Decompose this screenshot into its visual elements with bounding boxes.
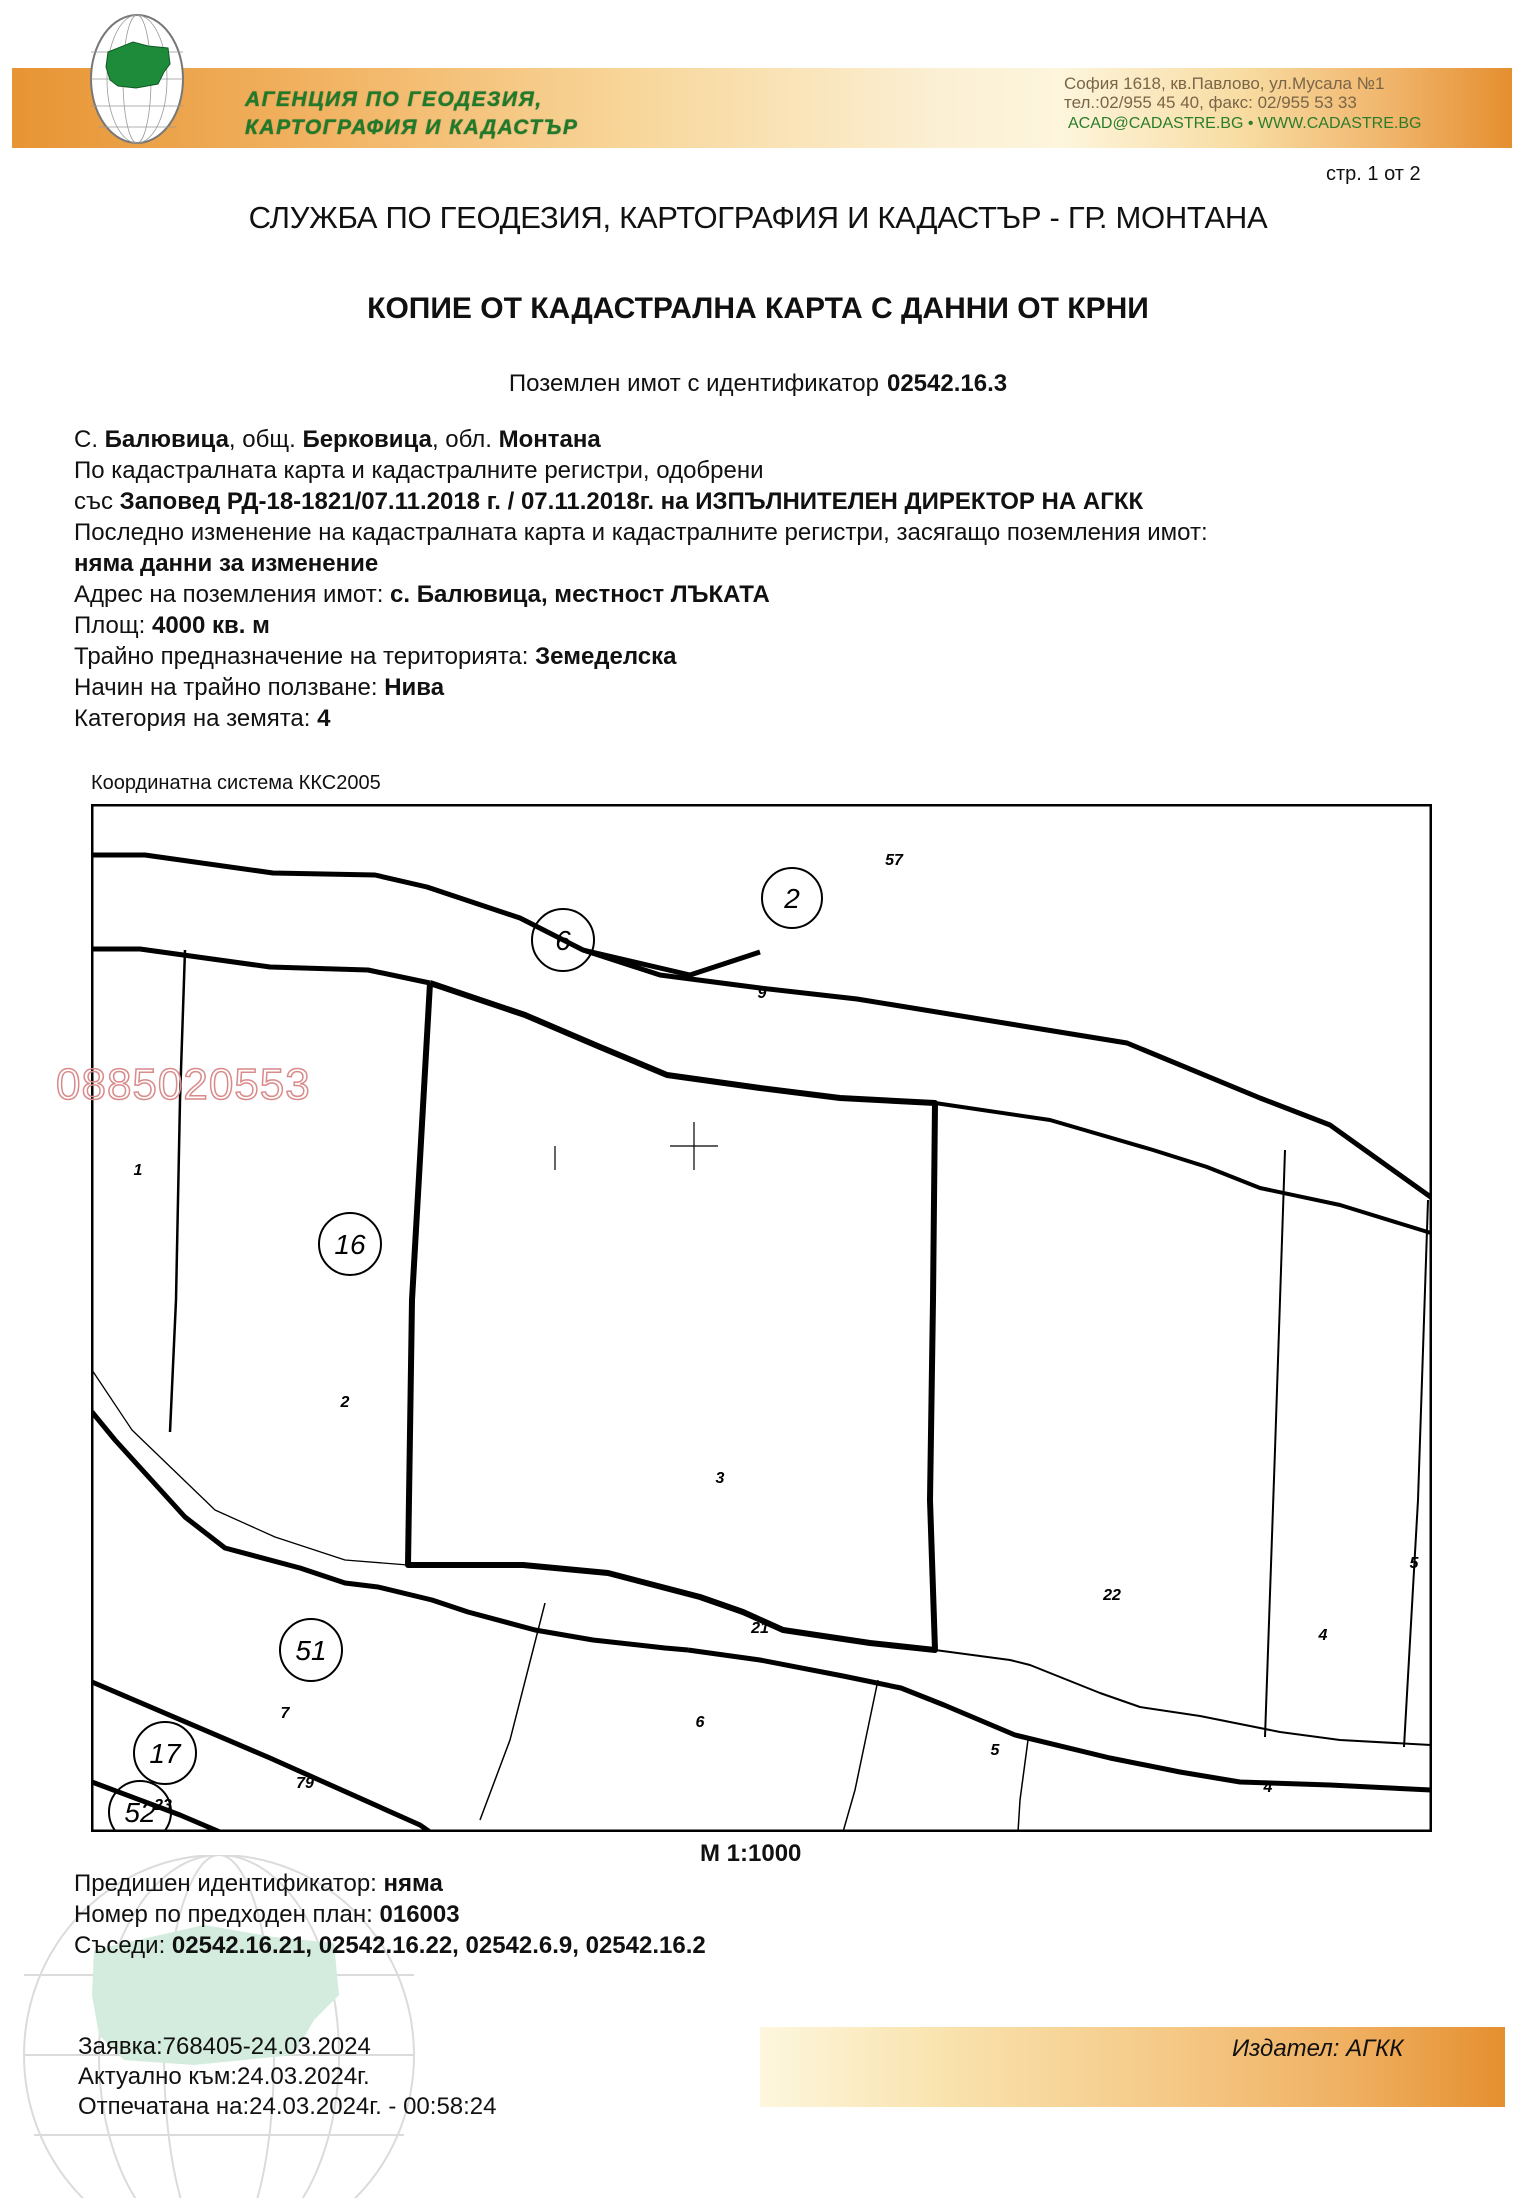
previous-id-label: Предишен идентификатор: [74, 1870, 377, 1897]
coordinate-system-label: Координатна система ККС2005 [91, 772, 381, 794]
previous-plan-line [74, 1899, 706, 1930]
agency-name-line1: АГЕНЦИЯ ПО ГЕОДЕЗИЯ, [245, 88, 543, 111]
svg-text:2: 2 [340, 1394, 350, 1411]
circled-label-51: 51 [295, 1635, 327, 1666]
property-id-label: Поземлен имот с идентификатор [508, 370, 879, 397]
neighbors-line [74, 1930, 706, 1961]
svg-text:5: 5 [1409, 1555, 1419, 1572]
phone-watermark: 0885020553 [56, 1060, 311, 1109]
purpose-line [74, 641, 1208, 672]
agency-name-line2: КАРТОГРАФИЯ И КАДАСТЪР [245, 116, 579, 139]
map-scale: М 1:1000 [700, 1840, 802, 1867]
cadastral-map[interactable] [91, 804, 1432, 1832]
svg-text:6: 6 [695, 1714, 705, 1731]
svg-text:5: 5 [990, 1742, 1000, 1759]
address-line [74, 579, 1208, 610]
category-value: 4 [317, 705, 331, 732]
publisher: Издател: АГКК [1232, 2035, 1404, 2062]
order-value: Заповед РД-18-1821/07.11.2018 г. / 07.11.2018г. на ИЗПЪЛНИТЕЛЕН ДИРЕКТОР НА АГКК [119, 488, 1144, 515]
circled-label-52: 52 [124, 1797, 156, 1828]
region: Монтана [498, 426, 601, 453]
previous-plan-value: 016003 [379, 1901, 460, 1928]
neighbors-label: Съседи: [74, 1932, 166, 1959]
request-number: Заявка:768405-24.03.2024 [78, 2033, 371, 2060]
agency-name [245, 86, 578, 142]
category-line [74, 703, 1208, 734]
village: Балювица [104, 426, 229, 453]
actual-date: Актуално към:24.03.2024г. [78, 2063, 370, 2090]
location-line [74, 424, 1208, 455]
circled-label-2: 2 [784, 883, 800, 914]
usage-label: Начин на трайно ползване: [74, 674, 378, 701]
purpose-value: Земеделска [535, 643, 677, 670]
previous-id-value: няма [383, 1870, 443, 1897]
footer-meta [78, 2032, 497, 2122]
municipality: Берковица [302, 426, 432, 453]
last-change-value: няма данни за изменение [74, 550, 379, 577]
circled-label-6: 6 [555, 925, 571, 956]
property-info [74, 424, 1208, 734]
agency-phone-fax: тел.:02/955 45 40, факс: 02/955 53 33 [1064, 93, 1357, 112]
address-label: Адрес на поземления имот: [74, 581, 384, 608]
approved-line: По кадастралната карта и кадастралните регистри, одобрени [74, 457, 764, 484]
usage-line [74, 672, 1208, 703]
page-number: стр. 1 от 2 [1326, 163, 1421, 185]
extra-info [74, 1868, 706, 1961]
previous-plan-label: Номер по предходен план: [74, 1901, 373, 1928]
svg-text:21: 21 [751, 1620, 769, 1637]
neighbors-value: 02542.16.21, 02542.16.22, 02542.6.9, 02542.16.2 [171, 1932, 706, 1959]
svg-text:79: 79 [296, 1775, 314, 1792]
area-value: 4000 кв. м [151, 612, 270, 639]
usage-value: Нива [384, 674, 445, 701]
agency-logo-globe-icon [88, 12, 186, 147]
circled-label-16: 16 [334, 1229, 366, 1260]
svg-text:57: 57 [885, 852, 903, 869]
svg-text:23: 23 [154, 1797, 172, 1814]
area-label: Площ: [74, 612, 146, 639]
svg-text:4: 4 [1263, 1779, 1273, 1796]
service-title: СЛУЖБА ПО ГЕОДЕЗИЯ, КАРТОГРАФИЯ И КАДАСТЪР - ГР. МОНТАНА [248, 200, 1268, 235]
svg-text:22: 22 [1103, 1587, 1121, 1604]
svg-text:1: 1 [133, 1162, 143, 1179]
region-prefix: , обл. [431, 426, 492, 453]
property-identifier [0, 370, 1516, 398]
svg-text:7: 7 [280, 1705, 290, 1722]
address-value: с. Балювица, местност ЛЪКАТА [390, 581, 770, 608]
circled-label-17: 17 [149, 1738, 181, 1769]
document-title: КОПИЕ ОТ КАДАСТРАЛНА КАРТА С ДАННИ ОТ КРНИ [367, 292, 1149, 325]
village-prefix: С. [74, 426, 98, 453]
last-change-label: Последно изменение на кадастралната карта и кадастралните регистри, засягащо поземления имот: [74, 519, 1208, 546]
order-prefix: със [74, 488, 113, 515]
area-line [74, 610, 1208, 641]
agency-web-link[interactable]: ACAD@CADASTRE.BG • WWW.CADASTRE.BG [1068, 115, 1422, 132]
agency-contact [1064, 74, 1421, 133]
svg-text:9: 9 [757, 985, 767, 1002]
purpose-label: Трайно предназначение на територията: [74, 643, 529, 670]
svg-text:4: 4 [1318, 1627, 1328, 1644]
property-id-value: 02542.16.3 [886, 370, 1008, 397]
agency-address: София 1618, кв.Павлово, ул.Мусала №1 [1064, 74, 1385, 93]
printed-date: Отпечатана на:24.03.2024г. - 00:58:24 [78, 2093, 497, 2120]
category-label: Категория на земята: [74, 705, 311, 732]
center-crosshair-icon [670, 1122, 718, 1170]
previous-id-line [74, 1868, 706, 1899]
order-line [74, 486, 1208, 517]
municipality-prefix: , общ. [228, 426, 296, 453]
svg-text:3: 3 [715, 1470, 725, 1487]
